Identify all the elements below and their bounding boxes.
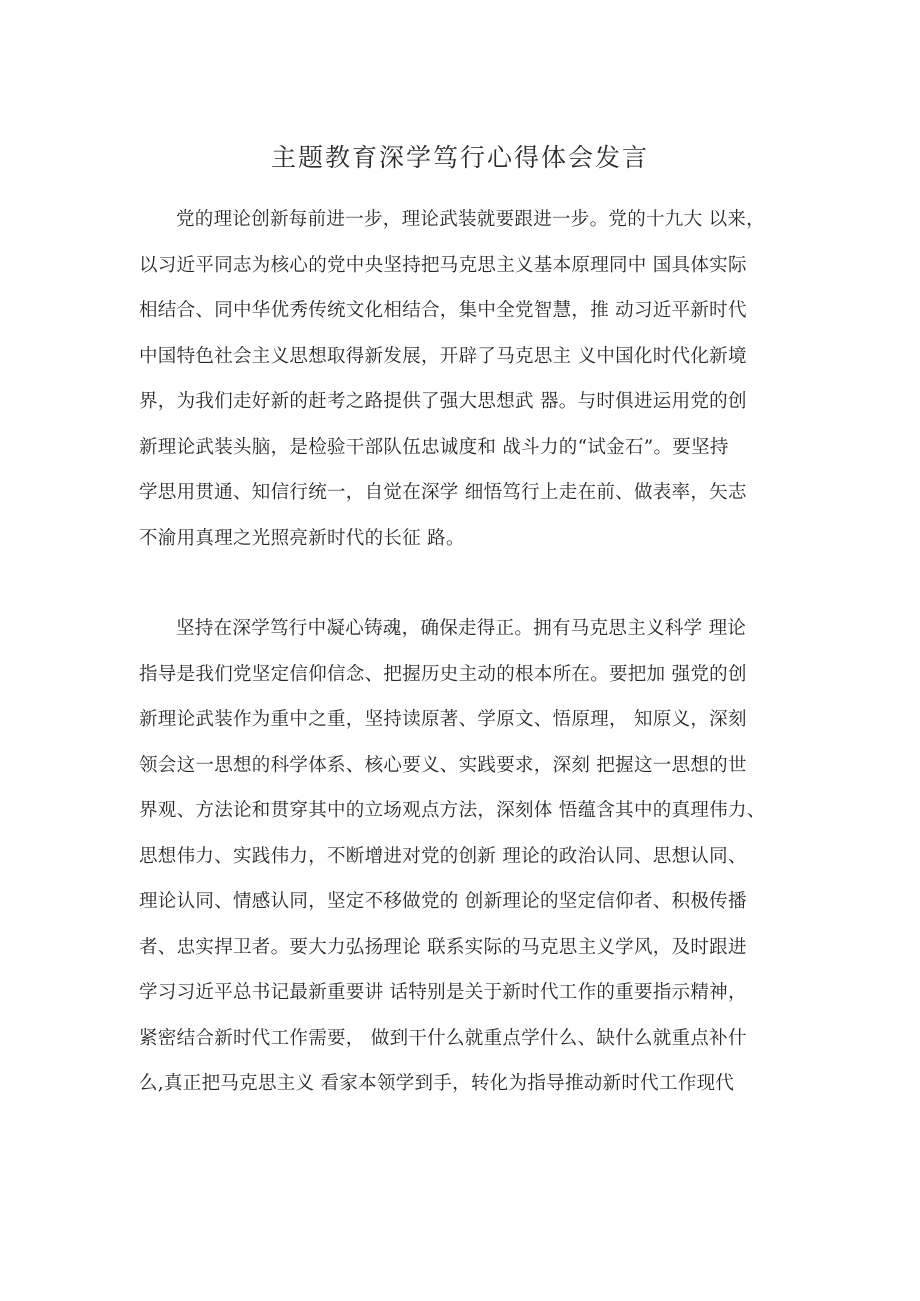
paragraph-line: 相结合、同中华优秀传统文化相结合，集中全党智慧，推 动习近平新时代 [139, 300, 747, 321]
document-title: 主题教育深学笃行心得体会发言 [270, 143, 649, 172]
paragraph-line: 思想伟力、实践伟力，不断增进对党的创新 理论的政治认同、思想认同、 [139, 845, 747, 867]
paragraph-2 [139, 606, 799, 1107]
paragraph-line: 领会这一思想的科学体系、核心要义、实践要求，深刻 把握这一思想的世 [139, 754, 747, 776]
paragraph-line: 以习近平同志为核心的党中央坚持把马克思主义基本原理同中 国具体实际 [139, 254, 747, 276]
paragraph-line: 界，为我们走好新的赶考之路提供了强大思想武 器。与时俱进运用党的创 [139, 391, 747, 412]
paragraph-line: 中国特色社会主义思想取得新发展，开辟了马克思主 义中国化时代化新境 [139, 345, 747, 367]
paragraph-line: 理论认同、情感认同，坚定不移做党的 创新理论的坚定信仰者、积极传播 [139, 891, 747, 912]
paragraph-line: 学习习近平总书记最新重要讲 话特别是关于新时代工作的重要指示精神， [139, 982, 747, 1003]
paragraph-line: 新理论武装作为重中之重，坚持读原著、学原文、悟原理， 知原义，深刻 [139, 709, 747, 730]
paragraph-line: 者、忠实捍卫者。要大力弘扬理论 联系实际的马克思主义学风，及时跟进 [139, 936, 747, 958]
paragraph-line: 界观、方法论和贯穿其中的立场观点方法，深刻体 悟蕴含其中的真理伟力、 [139, 800, 766, 821]
paragraph-1 [139, 197, 799, 561]
paragraph-line: 指导是我们党坚定信仰信念、把握历史主动的根本所在。要把加 强党的创 [139, 663, 747, 685]
paragraph-line: 党的理论创新每前进一步，理论武装就要跟进一步。党的十九大 以来， [176, 209, 765, 230]
paragraph-line: 紧密结合新时代工作需要， 做到干什么就重点学什么、缺什么就重点补什 [139, 1027, 747, 1049]
paragraph-line: 么,真正把马克思主义 看家本领学到手，转化为指导推动新时代工作现代 [139, 1073, 735, 1094]
paragraph-line: 坚持在深学笃行中凝心铸魂，确保走得正。拥有马克思主义科学 理论 [176, 618, 747, 639]
paragraph-line: 不渝用真理之光照亮新时代的长征 路。 [139, 527, 465, 549]
paragraph-line: 新理论武装头脑，是检验干部队伍忠诚度和 战斗力的“试金石”。要坚持 [139, 436, 729, 458]
paragraph-line: 学思用贯通、知信行统一，自觉在深学 细悟笃行上走在前、做表率，矢志 [139, 482, 747, 503]
